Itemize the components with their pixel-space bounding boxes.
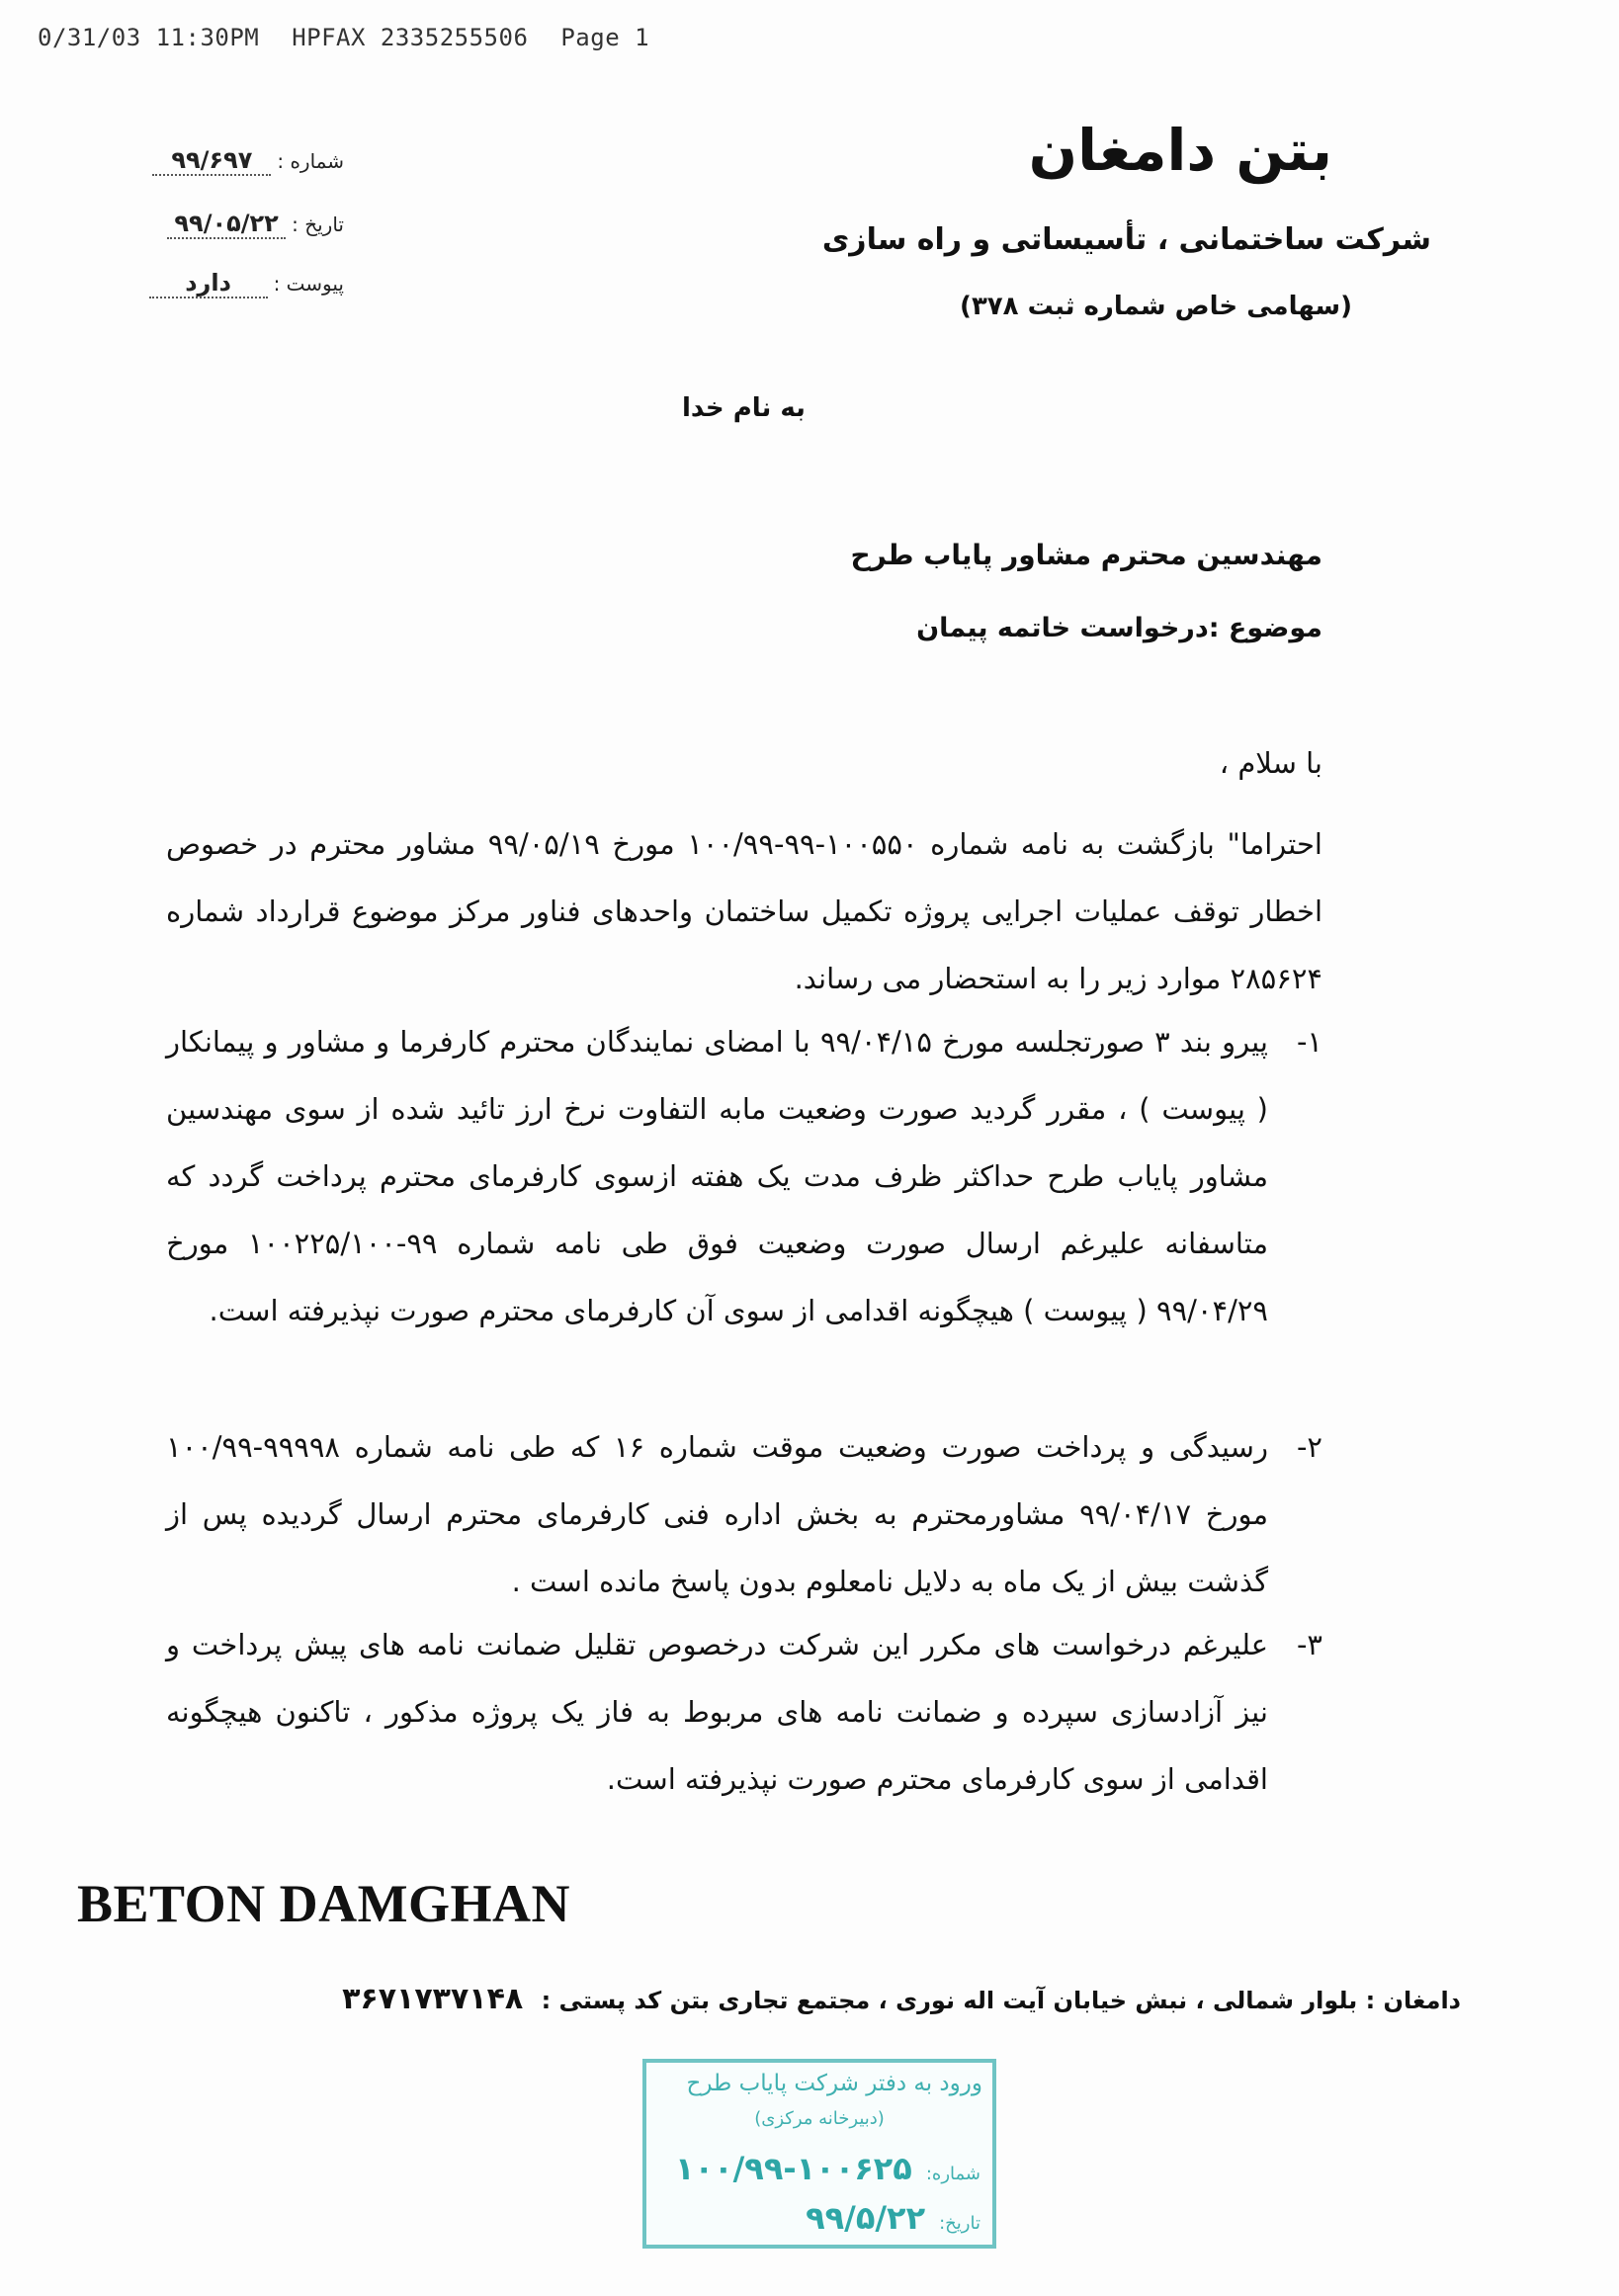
letter-number-label: شماره : bbox=[277, 149, 344, 173]
letter-number-row bbox=[87, 146, 344, 176]
fax-header bbox=[38, 24, 667, 51]
company-address bbox=[342, 1982, 1461, 2016]
stamp-date-row bbox=[658, 2199, 980, 2237]
list-item bbox=[166, 1413, 1322, 1615]
postal-code: ۳۶۷۱۷۳۷۱۴۸ bbox=[342, 1982, 524, 2016]
stamp-number-row bbox=[658, 2150, 980, 2187]
address-text: دامغان : بلوار شمالی ، نبش خیابان آیت اله نوری ، مجتمع تجاری بتن کد پستی : bbox=[541, 1987, 1461, 2014]
letter-number-value: ۹۹/۶۹۷ bbox=[152, 146, 271, 176]
stamp-date-label: تاریخ: bbox=[939, 2213, 980, 2234]
letter-attachment-label: پیوست : bbox=[273, 272, 344, 296]
list-item-number: ۲- bbox=[1296, 1430, 1322, 1464]
stamp-date-value: ۹۹/۵/۲۲ bbox=[806, 2199, 926, 2237]
list-item bbox=[166, 1008, 1322, 1344]
letter-date-label: تاریخ : bbox=[292, 213, 344, 236]
company-name: بتن دامغان bbox=[1028, 117, 1332, 184]
fax-page-number: Page 1 bbox=[560, 24, 650, 51]
letter-date-value: ۹۹/۰۵/۲۲ bbox=[167, 210, 286, 239]
stamp-title: ورود به دفتر شرکت پایاب طرح bbox=[686, 2071, 982, 2096]
letter-attachment-row bbox=[87, 269, 344, 298]
letter-attachment-value: دارد bbox=[149, 269, 268, 298]
fax-sender: HPFAX 2335255506 bbox=[292, 24, 529, 51]
receipt-stamp bbox=[642, 2059, 996, 2249]
stamp-number-label: شماره: bbox=[925, 2164, 980, 2184]
list-item bbox=[166, 1611, 1322, 1813]
list-item-number: ۱- bbox=[1296, 1025, 1322, 1059]
company-type: شرکت ساختمانی ، تأسیساتی و راه سازی bbox=[821, 222, 1431, 257]
basmala: به نام خدا bbox=[682, 393, 806, 423]
list-item-text: پیرو بند ۳ صورتجلسه مورخ ۹۹/۰۴/۱۵ با امضای نمایندگان محترم کارفرما و مشاور و پیمانکار ( پیوست ) ، مقرر گردید صورت وضعیت مابه التفاوت نرخ ارز تائید شده از سوی مهندسین مشاور پایاب طرح حداکثر ظرف مدت یک هفته ازسوی کارفرمای محترم پرداخت گردد که متاسفانه علیرغم ارسال صورت وضعیت فوق طی نامه شماره ۹۹-۱۰۰۲۲۵/۱۰۰ مورخ ۹۹/۰۴/۲۹ ( پیوست ) هیچگونه اقدامی از سوی آن کارفرمای محترم صورت نپذیرفته است. bbox=[166, 1025, 1268, 1327]
brand-latin: BETON DAMGHAN bbox=[77, 1874, 571, 1933]
list-item-text: علیرغم درخواست های مکرر این شرکت درخصوص تقلیل ضمانت نامه های پیش پرداخت و نیز آزادسازی سپرده و ضمانت نامه های مربوط به فاز یک پروژه مذکور ، تاکنون هیچگونه اقدامی از سوی کارفرمای محترم صورت نپذیرفته است. bbox=[166, 1628, 1268, 1796]
stamp-number-value: ۱۰۰/۹۹-۱۰۰۶۲۵ bbox=[675, 2150, 912, 2187]
intro-paragraph: احتراما" بازگشت به نامه شماره ۱۰۰۵۵۰-۹۹-۱۰۰/۹۹ مورخ ۹۹/۰۵/۱۹ مشاور محترم در خصوص اخطار توقف عملیات اجرایی پروژه تکمیل ساختمان واحدهای فناور مرکز موضوع قرارداد شماره ۲۸۵۶۲۴ موارد زیر را به استحضار می رساند. bbox=[166, 827, 1322, 995]
list-item-number: ۳- bbox=[1296, 1628, 1322, 1661]
subject-line: موضوع :درخواست خاتمه پیمان bbox=[916, 613, 1322, 643]
fax-datetime: 0/31/03 11:30PM bbox=[38, 24, 260, 51]
stamp-subtitle: (دبیرخانه مرکزی) bbox=[754, 2108, 885, 2129]
company-registration: (سهامی خاص شماره ثبت ۳۷۸) bbox=[960, 292, 1352, 321]
letter-date-row bbox=[87, 210, 344, 239]
recipient: مهندسین محترم مشاور پایاب طرح bbox=[850, 539, 1322, 571]
list-item-text: رسیدگی و پرداخت صورت وضعیت موقت شماره ۱۶ که طی نامه شماره ۹۹۹۹۸-۱۰۰/۹۹ مورخ ۹۹/۰۴/۱۷ مشاورمحترم به بخش اداره فنی کارفرمای محترم ارسال گردیده پس از گذشت بیش از یک ماه به دلایل نامعلوم بدون پاسخ مانده است . bbox=[166, 1430, 1269, 1598]
greeting: با سلام ، bbox=[1219, 746, 1322, 780]
